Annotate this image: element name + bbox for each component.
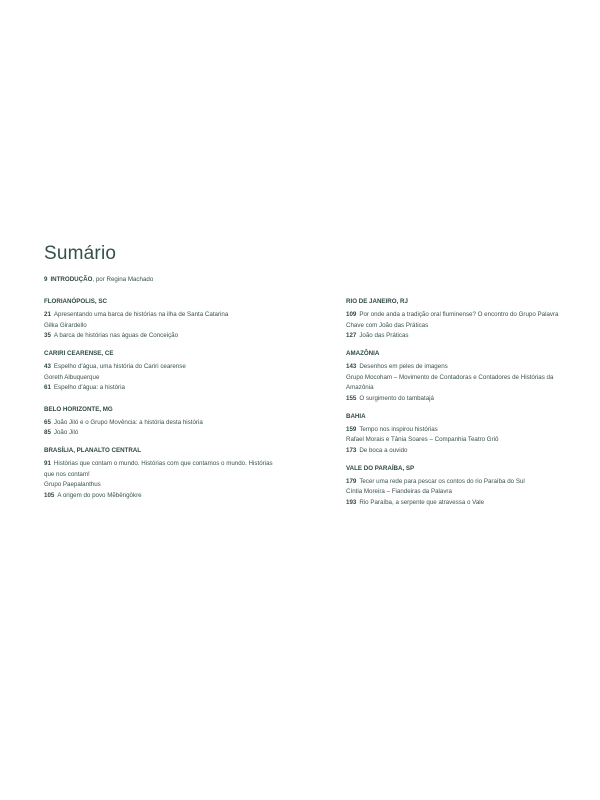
entry-title: Rio Paraíba, a serpente que atravessa o Vale — [359, 498, 485, 506]
toc-section — [346, 297, 561, 342]
entry-page-number: 159 — [346, 425, 357, 433]
entry-title: Apresentando uma barca de histórias na ilha de Santa Catarina — [53, 311, 229, 318]
entry-page-number: 173 — [346, 446, 357, 454]
toc-entry[interactable] — [44, 362, 274, 373]
entry-page-number: 91 — [44, 460, 51, 467]
entry-title: João Jiló e o Grupo Movência: a história desta história — [53, 418, 203, 426]
entry-page-number: 105 — [44, 491, 55, 499]
section-heading: BELO HORIZONTE, MG — [44, 405, 113, 413]
entry-title: João Jiló — [53, 429, 79, 436]
toc-entry[interactable] — [346, 394, 561, 405]
entry-author: Cíntia Moreira – Fiandeiras da Palavra — [346, 488, 452, 495]
toc-section — [44, 405, 274, 439]
toc-author-line — [346, 373, 561, 394]
toc-section — [44, 349, 274, 394]
intro-page-number: 9 — [44, 276, 48, 283]
section-heading: CARIRI CEARENSE, CE — [44, 350, 114, 357]
toc-entry[interactable] — [346, 331, 561, 342]
entry-page-number: 109 — [346, 311, 357, 318]
toc-entry[interactable] — [346, 446, 561, 457]
toc-entry[interactable] — [346, 425, 561, 436]
toc-section — [346, 349, 561, 404]
intro-entry[interactable] — [44, 275, 153, 284]
toc-entry[interactable] — [44, 428, 274, 439]
entry-title: Histórias que contam o mundo. Histórias com que contamos o mundo. Histórias que nos contam! — [44, 460, 273, 478]
toc-section — [44, 446, 274, 501]
toc-entry[interactable] — [44, 459, 274, 480]
entry-author: Rafael Morais e Tânia Soares – Companhia Teatro Griô — [346, 436, 499, 443]
entry-author: Goreth Albuquerque — [44, 373, 100, 381]
toc-right-column — [346, 297, 561, 516]
toc-author-line — [346, 435, 561, 446]
entry-title: Tempo nos inspirou histórias — [359, 425, 438, 433]
entry-author: Gilka Girardello — [44, 321, 87, 329]
entry-page-number: 193 — [346, 498, 357, 506]
entry-title: A origem do povo Mẽbêngôkre — [57, 491, 142, 499]
toc-section — [44, 297, 274, 342]
entry-page-number: 155 — [346, 394, 357, 402]
toc-entry[interactable] — [44, 383, 274, 394]
entry-page-number: 43 — [44, 363, 51, 370]
toc-author-line — [44, 480, 274, 491]
entry-page-number: 61 — [44, 384, 51, 391]
section-heading: FLORIANÓPOLIS, SC — [44, 298, 107, 305]
entry-author: Grupo Paepalanthus — [44, 481, 101, 488]
entry-author: Grupo Mocoham – Movimento de Contadoras e Contadores de Histórias da Amazônia — [346, 373, 554, 391]
page-title: Sumário — [44, 243, 117, 264]
toc-entry[interactable] — [346, 477, 561, 488]
toc-entry[interactable] — [44, 331, 274, 342]
entry-title: De boca a ouvido — [359, 446, 408, 454]
intro-label: INTRODUÇÃO — [50, 276, 93, 283]
entry-title: Espelho d'água: a história — [53, 384, 125, 391]
toc-entry[interactable] — [346, 498, 561, 509]
intro-author: , por Regina Machado — [92, 276, 154, 283]
toc-author-line — [44, 373, 274, 384]
entry-title: Por onde anda a tradição oral fluminense? O encontro do Grupo Palavra Chave com João das Práticas — [346, 311, 559, 329]
toc-author-line — [44, 321, 274, 332]
toc-author-line — [346, 487, 561, 498]
entry-page-number: 143 — [346, 363, 357, 370]
entry-page-number: 179 — [346, 477, 357, 485]
toc-entry[interactable] — [346, 310, 561, 331]
toc-section — [346, 464, 561, 509]
section-heading: VALE DO PARAÍBA, SP — [346, 464, 415, 472]
entry-page-number: 127 — [346, 332, 357, 339]
toc-section — [346, 412, 561, 457]
entry-page-number: 35 — [44, 332, 51, 339]
section-heading: RIO DE JANEIRO, RJ — [346, 298, 408, 305]
toc-left-column — [44, 297, 274, 509]
toc-entry[interactable] — [44, 418, 274, 429]
section-heading: BAHIA — [346, 412, 366, 420]
toc-entry[interactable] — [44, 491, 274, 502]
section-heading: AMAZÔNIA — [346, 350, 380, 357]
entry-page-number: 65 — [44, 418, 51, 426]
entry-title: A barca de histórias nas águas de Conceição — [53, 332, 179, 339]
entry-title: Tecer uma rede para pescar os contos do rio Paraíba do Sul — [359, 477, 525, 485]
entry-title: Espelho d'água, uma história do Cariri cearense — [53, 363, 186, 370]
section-heading: BRASÍLIA, PLANALTO CENTRAL — [44, 447, 142, 454]
entry-page-number: 21 — [44, 311, 51, 318]
toc-entry[interactable] — [44, 310, 274, 321]
entry-title: João das Práticas — [359, 332, 409, 339]
entry-title: O surgimento do tambatajá — [359, 394, 434, 402]
toc-entry[interactable] — [346, 362, 561, 373]
entry-page-number: 85 — [44, 429, 51, 436]
entry-title: Desenhos em peles de imagens — [359, 363, 448, 370]
